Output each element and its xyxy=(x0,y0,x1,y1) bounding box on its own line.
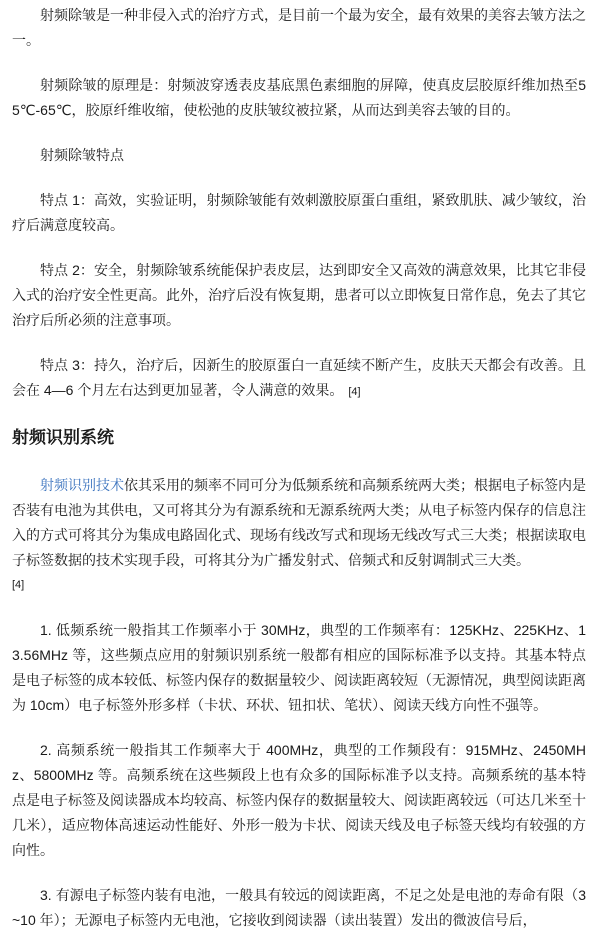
paragraph-rf-wrinkle-features-title: 射频除皱特点 xyxy=(40,147,124,163)
reference-marker-4: [4] xyxy=(12,579,25,591)
paragraph-high-frequency-system: 2. 高频系统一般指其工作频率大于 400MHz，典型的工作频段有：915MHz、2450MHz、5800MHz 等。高频系统在这些频段上也有众多的国际标准予以支持。高频系统的基本特点是电子标签及阅读器成本均较高、标签内保存的数据量较大、阅读距离较远（可达几米至十几米），适应物体高速运动性能好、外形一般为卡状、阅读天线及电子标签天线均有较强的方向性。 xyxy=(12,742,586,858)
paragraph-feature-2: 特点 2：安全，射频除皱系统能保护表皮层，达到即安全又高效的满意效果，比其它非侵入式的治疗安全性更高。此外，治疗后没有恢复期，患者可以立即恢复日常作息，免去了其它治疗后所必须的注意事项。 xyxy=(12,262,586,328)
paragraph-rf-wrinkle-principle: 射频除皱的原理是：射频波穿透表皮基底黑色素细胞的屏障，使真皮层胶原纤维加热至55℃-65℃，胶原纤维收缩，使松弛的皮肤皱纹被拉紧，从而达到美容去皱的目的。 xyxy=(12,77,586,118)
paragraph-low-frequency-system: 1. 低频系统一般指其工作频率小于 30MHz，典型的工作频率有：125KHz、225KHz、13.56MHz 等，这些频点应用的射频识别系统一般都有相应的国际标准予以支持。其基本特点是电子标签的成本较低、标签内保存的数据量较少、阅读距离较短（无源情况，典型阅读距离为 10cm）电子标签外形多样（卡状、环状、钮扣状、笔状）、阅读天线方向性不强等。 xyxy=(12,622,586,713)
paragraph-rfid-intro xyxy=(12,473,586,598)
paragraph-active-passive-tags: 3. 有源电子标签内装有电池，一般具有较远的阅读距离，不足之处是电池的寿命有限（3~10 年）；无源电子标签内无电池，它接收到阅读器（读出装置）发出的微波信号后， xyxy=(12,887,586,928)
paragraph-feature-3 xyxy=(12,353,586,405)
rfid-technology-link[interactable]: 射频识别技术 xyxy=(40,477,124,493)
paragraph-text: 依其采用的频率不同可分为低频系统和高频系统两大类；根据电子标签内是否装有电池为其供电，又可将其分为有源系统和无源系统两大类；从电子标签内保存的信息注入的方式可将其分为集成电路固化式、现场有线改写式和现场无线改写式三大类；根据读取电子标签数据的技术实现手段，可将其分为广播发射式、倍频式和反射调制式三大类。 xyxy=(12,477,586,568)
paragraph-text: 特点 3：持久，治疗后，因新生的胶原蛋白一直延续不断产生，皮肤天天都会有改善。且会在 4—6 个月左右达到更加显著，令人满意的效果。 xyxy=(12,357,586,398)
section-heading-rfid-system: 射频识别系统 xyxy=(12,428,114,447)
paragraph-rf-wrinkle-intro: 射频除皱是一种非侵入式的治疗方式，是目前一个最为安全，最有效果的美容去皱方法之一。 xyxy=(12,7,586,48)
reference-marker-4: [4] xyxy=(348,386,361,398)
paragraph-feature-1: 特点 1：高效，实验证明，射频除皱能有效刺激胶原蛋白重组，紧致肌肤、减少皱纹，治疗后满意度较高。 xyxy=(12,192,586,233)
